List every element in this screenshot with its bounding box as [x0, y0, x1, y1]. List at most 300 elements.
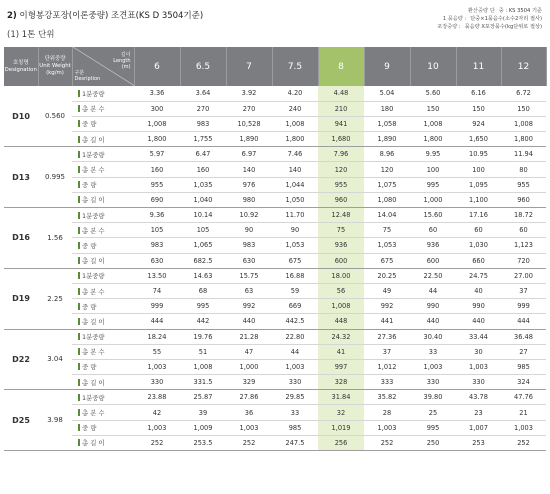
value-cell: 976 [226, 177, 272, 192]
value-cell: 980 [226, 192, 272, 207]
row-label [72, 223, 134, 238]
value-cell: 960 [318, 192, 364, 207]
row-label-text: 총 본 수 [82, 287, 105, 296]
row-label-text: 1분중량 [82, 89, 105, 98]
value-cell: 25.87 [180, 390, 226, 405]
value-cell: 36.48 [501, 329, 546, 344]
value-cell: 1,053 [272, 238, 318, 253]
unit-weight-cell: 1.56 [38, 208, 72, 269]
value-cell: 100 [456, 162, 501, 177]
value-cell: 22.50 [410, 268, 456, 283]
value-cell: 995 [410, 177, 456, 192]
value-cell: 39 [180, 405, 226, 420]
row-label [72, 329, 134, 344]
row-label [72, 359, 134, 374]
value-cell: 1,012 [364, 359, 410, 374]
header-length-11: 11 [456, 47, 501, 86]
table-row [4, 405, 546, 420]
value-cell: 992 [226, 299, 272, 314]
header-length-ko: 길이 [120, 52, 131, 58]
value-cell: 330 [272, 375, 318, 390]
value-cell: 675 [272, 253, 318, 268]
value-cell: 6.16 [456, 86, 501, 101]
header-length-7-5: 7.5 [272, 47, 318, 86]
value-cell: 983 [180, 116, 226, 131]
value-cell: 995 [410, 420, 456, 435]
row-label [72, 405, 134, 420]
row-label-text: 중 량 [82, 241, 97, 250]
value-cell: 100 [410, 162, 456, 177]
row-label-text: 1분중량 [82, 272, 105, 281]
value-cell: 13.50 [134, 268, 180, 283]
row-label-text: 1분중량 [82, 333, 105, 342]
value-cell: 5.60 [410, 86, 456, 101]
value-cell: 56 [318, 283, 364, 298]
value-cell: 600 [318, 253, 364, 268]
value-cell: 1,007 [456, 420, 501, 435]
value-cell: 330 [456, 375, 501, 390]
value-cell: 669 [272, 299, 318, 314]
row-marker-bar [78, 166, 80, 173]
value-cell: 210 [318, 101, 364, 116]
row-label-text: 총 길 이 [82, 135, 105, 144]
value-cell: 22.80 [272, 329, 318, 344]
value-cell: 150 [456, 101, 501, 116]
row-label-text: 총 길 이 [82, 317, 105, 326]
value-cell: 1,123 [501, 238, 546, 253]
header-length-en: Length [113, 58, 131, 64]
row-marker-bar [78, 212, 80, 219]
value-cell: 1,003 [364, 420, 410, 435]
value-cell: 985 [501, 359, 546, 374]
row-label [72, 283, 134, 298]
table-row [4, 132, 546, 147]
value-cell: 999 [134, 299, 180, 314]
table-row [4, 390, 546, 405]
unit-weight-cell: 3.98 [38, 390, 72, 451]
value-cell: 992 [364, 299, 410, 314]
subtitle-text: 1톤 단위 [21, 30, 55, 40]
value-cell: 18.00 [318, 268, 364, 283]
row-marker-bar [78, 136, 80, 143]
header-designation-ko: 호칭명 [12, 59, 29, 66]
value-cell: 941 [318, 116, 364, 131]
table-row [4, 283, 546, 298]
value-cell: 331.5 [180, 375, 226, 390]
table-row [4, 268, 546, 283]
value-cell: 442 [180, 314, 226, 329]
value-cell: 270 [226, 101, 272, 116]
note-value: 단중×1묶음수(소수2자리 절사) [470, 16, 542, 22]
value-cell: 630 [134, 253, 180, 268]
header-designation-en: Designation [4, 66, 37, 73]
row-marker-bar [78, 303, 80, 310]
value-cell: 1,890 [364, 132, 410, 147]
row-marker-bar [78, 196, 80, 203]
value-cell: 25 [410, 405, 456, 420]
value-cell: 441 [364, 314, 410, 329]
value-cell: 440 [456, 314, 501, 329]
value-cell: 936 [410, 238, 456, 253]
value-cell: 333 [364, 375, 410, 390]
value-cell: 51 [180, 344, 226, 359]
table-row [4, 238, 546, 253]
value-cell: 1,650 [456, 132, 501, 147]
row-marker-bar [78, 288, 80, 295]
value-cell: 17.16 [456, 208, 501, 223]
value-cell: 1,058 [364, 116, 410, 131]
value-cell: 1,075 [364, 177, 410, 192]
value-cell: 324 [501, 375, 546, 390]
value-cell: 31.84 [318, 390, 364, 405]
unit-weight-cell: 0.560 [38, 86, 72, 147]
row-label-text: 중 량 [82, 181, 97, 190]
notes-block [437, 7, 542, 31]
row-marker-bar [78, 151, 80, 158]
value-cell: 1,008 [410, 116, 456, 131]
header-length-9: 9 [364, 47, 410, 86]
row-label [72, 101, 134, 116]
value-cell: 27 [501, 344, 546, 359]
value-cell: 37 [501, 283, 546, 298]
row-label [72, 375, 134, 390]
value-cell: 90 [226, 223, 272, 238]
value-cell: 999 [501, 299, 546, 314]
value-cell: 60 [410, 223, 456, 238]
value-cell: 6.72 [501, 86, 546, 101]
row-marker-bar [78, 394, 80, 401]
value-cell: 7.96 [318, 147, 364, 162]
value-cell: 1,800 [410, 132, 456, 147]
value-cell: 1,003 [134, 420, 180, 435]
value-cell: 990 [456, 299, 501, 314]
row-label-text: 중 량 [82, 120, 97, 129]
row-label [72, 253, 134, 268]
row-marker-bar [78, 227, 80, 234]
value-cell: 955 [501, 177, 546, 192]
header-desc [75, 70, 101, 82]
value-cell: 1,100 [456, 192, 501, 207]
row-label [72, 344, 134, 359]
value-cell: 60 [456, 223, 501, 238]
value-cell: 3.64 [180, 86, 226, 101]
header-length-7: 7 [226, 47, 272, 86]
value-cell: 5.97 [134, 147, 180, 162]
row-label [72, 208, 134, 223]
table-row [4, 223, 546, 238]
value-cell: 14.04 [364, 208, 410, 223]
table-row [4, 420, 546, 435]
value-cell: 1,044 [272, 177, 318, 192]
value-cell: 300 [134, 101, 180, 116]
value-cell: 330 [134, 375, 180, 390]
value-cell: 448 [318, 314, 364, 329]
value-cell: 59 [272, 283, 318, 298]
table-row [4, 314, 546, 329]
value-cell: 660 [456, 253, 501, 268]
value-cell: 75 [364, 223, 410, 238]
value-cell: 32 [318, 405, 364, 420]
row-label [72, 435, 134, 450]
row-marker-bar [78, 439, 80, 446]
value-cell: 1,003 [134, 359, 180, 374]
table-row [4, 101, 546, 116]
row-marker-bar [78, 181, 80, 188]
table-row [4, 329, 546, 344]
value-cell: 720 [501, 253, 546, 268]
value-cell: 18.24 [134, 329, 180, 344]
row-marker-bar [78, 272, 80, 279]
title-number: 2) [7, 11, 17, 21]
row-label-text: 총 길 이 [82, 196, 105, 205]
value-cell: 33 [410, 344, 456, 359]
value-cell: 1,008 [134, 116, 180, 131]
header-diagonal-cell [72, 47, 134, 86]
value-cell: 924 [456, 116, 501, 131]
row-label [72, 390, 134, 405]
table-row [4, 162, 546, 177]
value-cell: 440 [410, 314, 456, 329]
value-cell: 1,800 [134, 132, 180, 147]
page-title [7, 9, 203, 21]
value-cell: 150 [410, 101, 456, 116]
note-row [437, 15, 542, 23]
value-cell: 1,003 [226, 420, 272, 435]
value-cell: 1,000 [410, 192, 456, 207]
value-cell: 1,095 [456, 177, 501, 192]
value-cell: 42 [134, 405, 180, 420]
header-length [113, 52, 130, 70]
value-cell: 955 [134, 177, 180, 192]
value-cell: 600 [410, 253, 456, 268]
row-label [72, 420, 134, 435]
note-row [437, 7, 542, 15]
value-cell: 1,800 [272, 132, 318, 147]
value-cell: 10.14 [180, 208, 226, 223]
value-cell: 1,008 [501, 116, 546, 131]
value-cell: 983 [226, 238, 272, 253]
value-cell: 247.5 [272, 435, 318, 450]
value-cell: 21.28 [226, 329, 272, 344]
value-cell: 8.96 [364, 147, 410, 162]
value-cell: 120 [318, 162, 364, 177]
value-cell: 252 [226, 435, 272, 450]
header-desc-en: Desription [74, 76, 101, 82]
value-cell: 33 [272, 405, 318, 420]
note-value: 묶음량 X포장묶수(kg단위로 절상) [464, 24, 542, 30]
table-row [4, 299, 546, 314]
value-cell: 983 [134, 238, 180, 253]
title-text: 이형봉강포장(이론중량) 조견표(KS D 3504기준) [19, 11, 204, 21]
value-cell: 1,008 [318, 299, 364, 314]
header-length-6-5: 6.5 [180, 47, 226, 86]
note-key: 포장중량 : [437, 24, 461, 30]
value-cell: 11.94 [501, 147, 546, 162]
value-cell: 105 [134, 223, 180, 238]
row-label-text: 총 본 수 [82, 226, 105, 235]
header-designation [4, 47, 38, 86]
header-unit-weight-ko: 단위중량 [44, 56, 66, 62]
row-label-text: 중 량 [82, 424, 97, 433]
value-cell: 682.5 [180, 253, 226, 268]
note-key: 1 묶음량 : [442, 16, 467, 22]
value-cell: 1,680 [318, 132, 364, 147]
row-label-text: 1분중량 [82, 211, 105, 220]
note-row [437, 23, 542, 31]
value-cell: 1,008 [272, 116, 318, 131]
header-length-6: 6 [134, 47, 180, 86]
value-cell: 1,003 [410, 359, 456, 374]
value-cell: 995 [180, 299, 226, 314]
value-cell: 63 [226, 283, 272, 298]
value-cell: 120 [364, 162, 410, 177]
row-marker-bar [78, 120, 80, 127]
row-label [72, 268, 134, 283]
value-cell: 1,003 [456, 359, 501, 374]
value-cell: 10,528 [226, 116, 272, 131]
row-marker-bar [78, 318, 80, 325]
value-cell: 10.95 [456, 147, 501, 162]
row-marker-bar [78, 363, 80, 370]
value-cell: 330 [410, 375, 456, 390]
value-cell: 4.48 [318, 86, 364, 101]
table-body [4, 86, 546, 451]
section-subtitle [7, 28, 55, 40]
value-cell: 10.92 [226, 208, 272, 223]
table-row [4, 192, 546, 207]
value-cell: 5.04 [364, 86, 410, 101]
value-cell: 12.48 [318, 208, 364, 223]
value-cell: 6.47 [180, 147, 226, 162]
value-cell: 47.76 [501, 390, 546, 405]
value-cell: 20.25 [364, 268, 410, 283]
value-cell: 74 [134, 283, 180, 298]
value-cell: 1,003 [501, 420, 546, 435]
value-cell: 140 [272, 162, 318, 177]
table-row [4, 435, 546, 450]
value-cell: 24.75 [456, 268, 501, 283]
value-cell: 160 [134, 162, 180, 177]
row-marker-bar [78, 348, 80, 355]
header-row [4, 47, 546, 86]
value-cell: 4.20 [272, 86, 318, 101]
value-cell: 1,009 [180, 420, 226, 435]
value-cell: 24.32 [318, 329, 364, 344]
table-row [4, 344, 546, 359]
value-cell: 140 [226, 162, 272, 177]
value-cell: 1,065 [180, 238, 226, 253]
value-cell: 1,080 [364, 192, 410, 207]
subtitle-prefix: (1) [7, 30, 20, 40]
value-cell: 1,030 [456, 238, 501, 253]
row-label [72, 238, 134, 253]
row-label [72, 192, 134, 207]
value-cell: 160 [180, 162, 226, 177]
unit-weight-cell: 3.04 [38, 329, 72, 390]
value-cell: 253.5 [180, 435, 226, 450]
value-cell: 14.63 [180, 268, 226, 283]
value-cell: 240 [272, 101, 318, 116]
header-unit-weight-en: Unit Weight [39, 63, 71, 69]
value-cell: 3.92 [226, 86, 272, 101]
row-marker-bar [78, 409, 80, 416]
value-cell: 23.88 [134, 390, 180, 405]
row-label-text: 총 길 이 [82, 257, 105, 266]
value-cell: 936 [318, 238, 364, 253]
table-row [4, 375, 546, 390]
row-label-text: 총 본 수 [82, 409, 105, 418]
table-row [4, 177, 546, 192]
value-cell: 18.72 [501, 208, 546, 223]
value-cell: 41 [318, 344, 364, 359]
row-label-text: 1분중량 [82, 150, 105, 159]
value-cell: 27.00 [501, 268, 546, 283]
value-cell: 30.40 [410, 329, 456, 344]
value-cell: 49 [364, 283, 410, 298]
value-cell: 444 [134, 314, 180, 329]
value-cell: 1,019 [318, 420, 364, 435]
value-cell: 1,053 [364, 238, 410, 253]
value-cell: 997 [318, 359, 364, 374]
row-label [72, 177, 134, 192]
row-label-text: 총 길 이 [82, 439, 105, 448]
value-cell: 68 [180, 283, 226, 298]
row-label [72, 86, 134, 101]
header-unit-weight-unit: (kg/m) [46, 70, 64, 76]
spec-table [4, 47, 547, 451]
value-cell: 27.86 [226, 390, 272, 405]
row-marker-bar [78, 105, 80, 112]
designation-cell: D19 [4, 268, 38, 329]
value-cell: 90 [272, 223, 318, 238]
value-cell: 21 [501, 405, 546, 420]
value-cell: 1,008 [180, 359, 226, 374]
value-cell: 16.88 [272, 268, 318, 283]
note-key: 환산중량 단 [468, 8, 495, 14]
value-cell: 27.36 [364, 329, 410, 344]
value-cell: 955 [318, 177, 364, 192]
table-row [4, 208, 546, 223]
row-label-text: 총 길 이 [82, 378, 105, 387]
value-cell: 250 [410, 435, 456, 450]
row-marker-bar [78, 333, 80, 340]
value-cell: 55 [134, 344, 180, 359]
row-label [72, 132, 134, 147]
header-unit-weight [38, 47, 72, 86]
value-cell: 30 [456, 344, 501, 359]
value-cell: 6.97 [226, 147, 272, 162]
row-label-text: 1분중량 [82, 393, 105, 402]
value-cell: 1,890 [226, 132, 272, 147]
note-value: 중 : KS 3504 기준 [498, 8, 542, 14]
value-cell: 252 [501, 435, 546, 450]
value-cell: 39.80 [410, 390, 456, 405]
value-cell: 3.36 [134, 86, 180, 101]
table-row [4, 147, 546, 162]
value-cell: 440 [226, 314, 272, 329]
value-cell: 19.76 [180, 329, 226, 344]
value-cell: 28 [364, 405, 410, 420]
row-marker-bar [78, 379, 80, 386]
value-cell: 105 [180, 223, 226, 238]
value-cell: 60 [501, 223, 546, 238]
row-label [72, 299, 134, 314]
designation-cell: D25 [4, 390, 38, 451]
value-cell: 33.44 [456, 329, 501, 344]
row-label-text: 총 본 수 [82, 348, 105, 357]
value-cell: 7.46 [272, 147, 318, 162]
value-cell: 270 [180, 101, 226, 116]
